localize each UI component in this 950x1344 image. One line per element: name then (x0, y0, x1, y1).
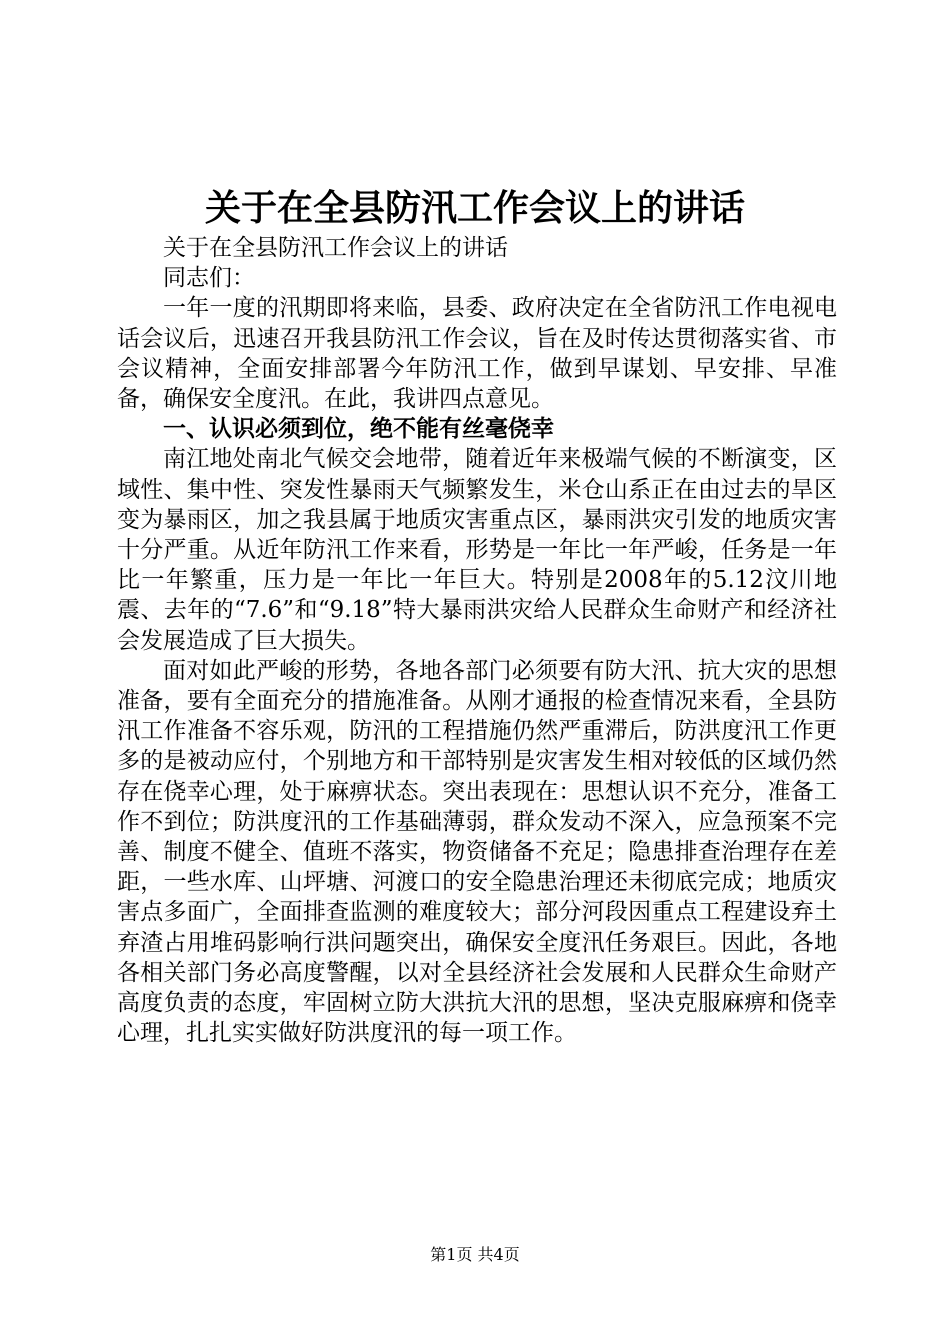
document-body (117, 233, 837, 1048)
body-paragraph: 南江地处南北气候交会地带，随着近年来极端气候的不断演变，区域性、集中性、突发性暴雨天气频繁发生，米仓山系正在由过去的旱区变为暴雨区，加之我县属于地质灾害重点区，暴雨洪灾引发的地质灾害十分严重。从近年防汛工作来看，形势是一年比一年严峻，任务是一年比一年繁重，压力是一年比一年巨大。特别是2008年的5.12汶川地震、去年的“7.6”和“9.18”特大暴雨洪灾给人民群众生命财产和经济社会发展造成了巨大损失。 (117, 446, 837, 654)
body-paragraph: 关于在全县防汛工作会议上的讲话 (163, 235, 508, 261)
body-paragraph: 同志们： (163, 265, 255, 292)
body-paragraph: 一年一度的汛期即将来临，县委、政府决定在全省防汛工作电视电话会议后，迅速召开我县防汛工作会议，旨在及时传达贯彻落实省、市会议精神，全面安排部署今年防汛工作，做到早谋划、早安排、早准备，确保安全度汛。在此，我讲四点意见。 (117, 295, 837, 413)
document-title: 关于在全县防汛工作会议上的讲话 (204, 187, 745, 229)
body-paragraph: 面对如此严峻的形势，各地各部门必须要有防大汛、抗大灾的思想准备，要有全面充分的措施准备。从刚才通报的检查情况来看，全县防汛工作准备不容乐观，防汛的工程措施仍然严重滞后，防洪度汛工作更多的是被动应付，个别地方和干部特别是灾害发生相对较低的区域仍然存在侥幸心理，处于麻痹状态。突出表现在：思想认识不充分，准备工作不到位；防洪度汛的工作基础薄弱，群众发动不深入，应急预案不完善、制度不健全、值班不落实，物资储备不充足；隐患排查治理存在差距，一些水库、山坪塘、河渡口的安全隐患治理还未彻底完成；地质灾害点多面广，全面排查监测的难度较大；部分河段因重点工程建设弃土弃渣占用堆码影响行洪问题突出，确保安全度汛任务艰巨。因此，各地各相关部门务必高度警醒，以对全县经济社会发展和人民群众生命财产高度负责的态度，牢固树立防大洪抗大汛的思想，坚决克服麻痹和侥幸心理，扎扎实实做好防洪度汛的每一项工作。 (117, 657, 837, 1047)
page-footer: 第1页 共4页 (430, 1245, 520, 1264)
section-heading: 一、认识必须到位，绝不能有丝毫侥幸 (163, 416, 554, 443)
